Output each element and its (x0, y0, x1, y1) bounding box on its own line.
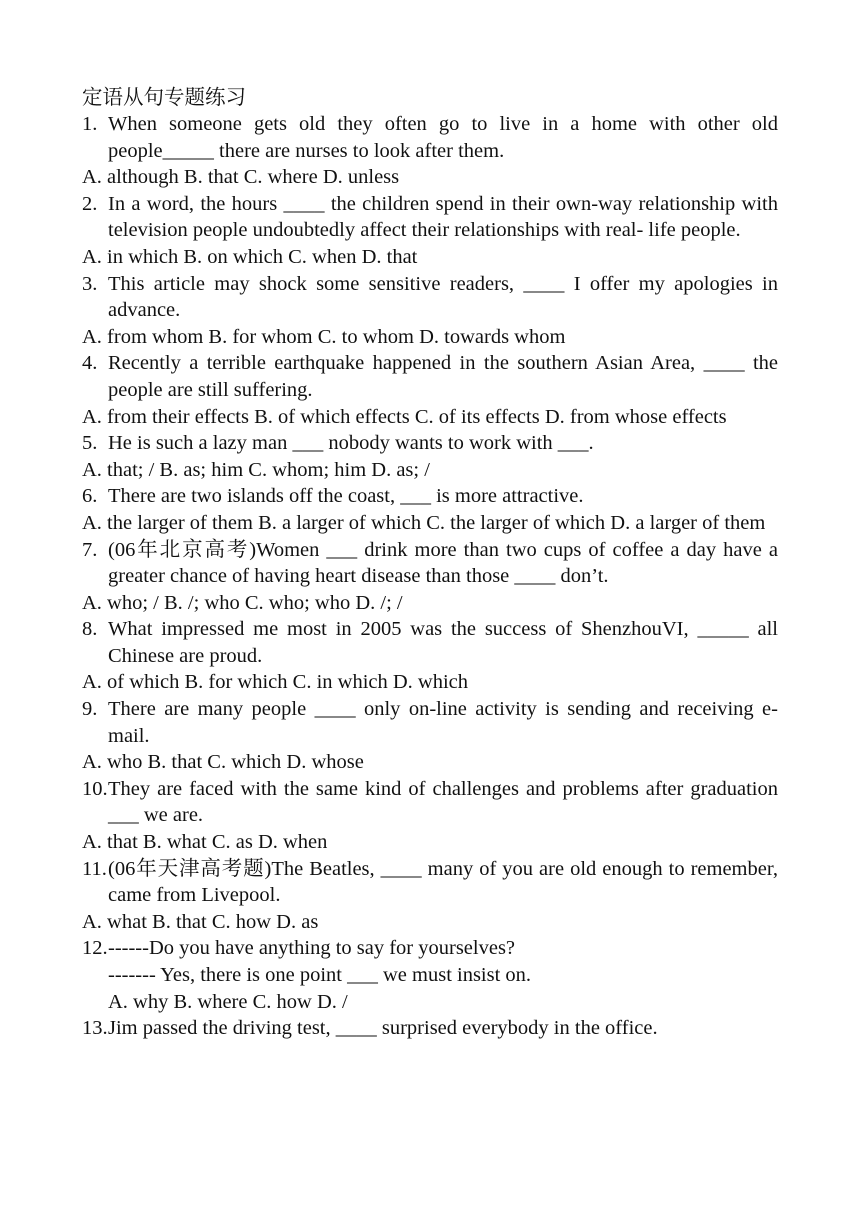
question-text: (06年天津高考题)The Beatles, ____ many of you are old enough to remember, came from Livepool. (108, 857, 778, 907)
question-text: This article may shock some sensitive readers, ____ I offer my apologies in advance. (108, 272, 778, 322)
question-number: 5. (82, 432, 98, 455)
question-7 (82, 537, 778, 590)
question-8 (82, 616, 778, 669)
answer-options: A. what B. that C. how D. as (82, 910, 319, 933)
question-text: They are faced with the same kind of challenges and problems after graduation ___ we are. (108, 777, 778, 827)
question-text: Recently a terrible earthquake happened in the southern Asian Area, ____ the people are still suffering. (108, 352, 778, 401)
answer-options: A. who B. that C. which D. whose (82, 751, 364, 774)
answer-options: A. in which B. on which C. when D. that (82, 245, 418, 268)
question-number: 11. (82, 857, 107, 880)
question-text: When someone gets old they often go to live in a home with other old people_____ there are nurses to look after them. (108, 113, 778, 162)
question-2 (82, 191, 778, 244)
question-number: 7. (82, 538, 98, 561)
worksheet-page (82, 84, 778, 1042)
dialogue-reply: ------- Yes, there is one point ___ we must insist on. (108, 964, 532, 986)
answer-options: A. from whom B. for whom C. to whom D. towards whom (82, 325, 566, 348)
question-text: In a word, the hours ____ the children spend in their own-way relationship with television people undoubtedly affect their relationships with real- life people. (108, 192, 778, 242)
question-number: 3. (82, 272, 98, 295)
worksheet-title: 定语从句专题练习 (82, 85, 246, 109)
question-11 (82, 856, 778, 909)
question-text: ------Do you have anything to say for yourselves? (108, 937, 516, 960)
answer-options: A. from their effects B. of which effects C. of its effects D. from whose effects (82, 405, 727, 428)
question-number: 9. (82, 698, 98, 721)
question-number: 1. (82, 113, 98, 135)
question-text: What impressed me most in 2005 was the success of ShenzhouVI, _____ all Chinese are proud. (108, 618, 778, 667)
answer-options: A. although B. that C. where D. unless (82, 166, 400, 189)
question-number: 8. (82, 618, 98, 641)
question-text: (06年北京高考)Women ___ drink more than two cups of coffee a day have a greater chance of having heart disease than those ____ don’t. (108, 538, 778, 588)
question-3 (82, 271, 778, 324)
question-text: There are two islands off the coast, ___ is more attractive. (108, 485, 584, 508)
answer-options: A. that B. what C. as D. when (82, 831, 328, 854)
answer-options: A. who; / B. /; who C. who; who D. /; / (82, 591, 403, 614)
question-number: 12. (82, 937, 108, 960)
question-9 (82, 696, 778, 749)
question-4 (82, 350, 778, 403)
question-text: Jim passed the driving test, ____ surprised everybody in the office. (108, 1017, 658, 1040)
question-number: 2. (82, 192, 98, 215)
answer-options: A. why B. where C. how D. / (108, 990, 348, 1013)
question-10 (82, 776, 778, 829)
question-number: 6. (82, 485, 98, 508)
question-13 (82, 1015, 778, 1042)
question-5 (82, 430, 778, 457)
answer-options: A. that; / B. as; him C. whom; him D. as; / (82, 458, 430, 481)
question-number: 4. (82, 352, 98, 375)
question-6 (82, 483, 778, 510)
question-1 (82, 111, 778, 164)
question-text: He is such a lazy man ___ nobody wants to work with ___. (108, 432, 594, 455)
question-number: 10. (82, 777, 108, 800)
question-text: There are many people ____ only on-line activity is sending and receiving e-mail. (108, 698, 778, 747)
answer-options: A. of which B. for which C. in which D. which (82, 671, 469, 694)
question-12 (82, 935, 778, 962)
answer-options: A. the larger of them B. a larger of which C. the larger of which D. a larger of them (82, 511, 766, 534)
question-number: 13. (82, 1017, 108, 1040)
